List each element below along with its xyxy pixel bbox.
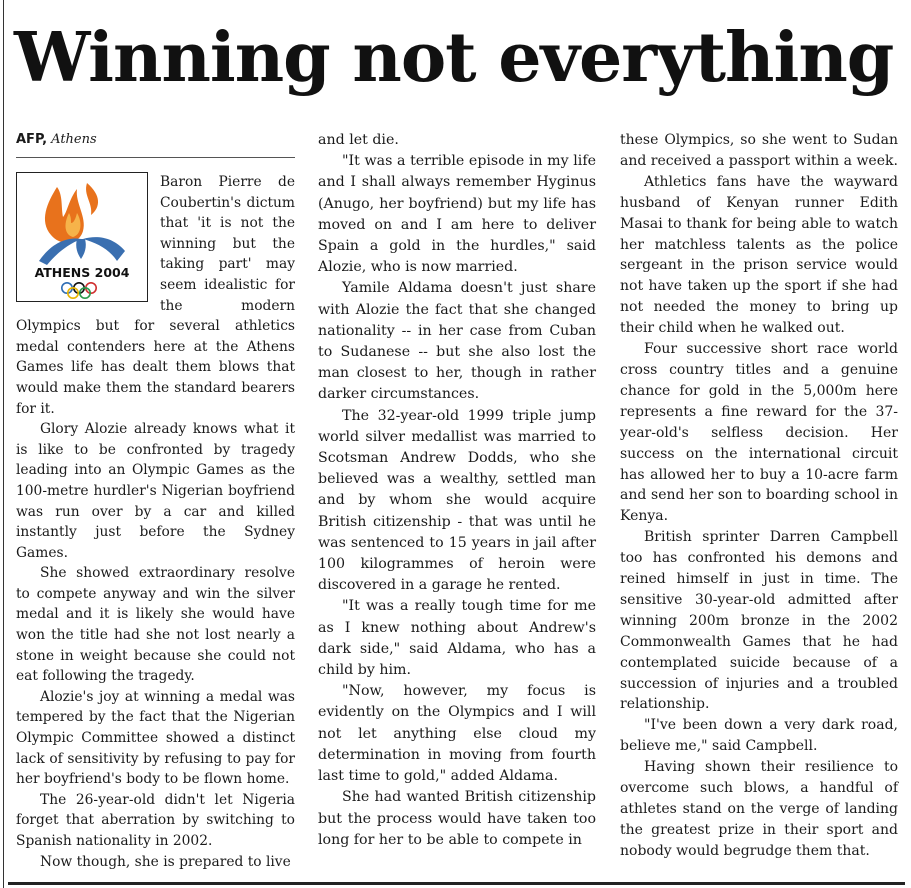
article-column-1 xyxy=(16,130,295,872)
athens-2004-emblem-icon xyxy=(17,173,147,301)
paragraph: Four successive short race world cross country titles and a genuine chance for gold in the 5,000m here represents a fine reward for the 37-year-old's selfless decision. Her success on the international circuit has allowed her to buy a 10-acre farm and send her son to boarding school in Kenya. xyxy=(620,341,898,525)
byline-source: AFP, xyxy=(16,132,48,147)
paragraph: Baron Pierre de Coubertin's dictum that 'it is not the winning but the taking part' may seem idealistic for the modern Olympics but for several athletics medal contenders here at the Athens Games life has dealt them blows that would make them the standard bearers for it. xyxy=(16,174,295,417)
athens-2004-logo xyxy=(16,172,148,302)
flame-wisp-shape xyxy=(86,183,98,215)
article-column-3 xyxy=(620,130,898,862)
paragraph: Having shown their resilience to overcome such blows, a handful of athletes stand on the verge of landing the greatest prize in their sport and nobody would begrudge them that. xyxy=(620,759,898,859)
paragraph: Alozie's joy at winning a medal was tempered by the fact that the Nigerian Olympic Committee showed a distinct lack of sensitivity by refusing to pay for her boyfriend's body to be flown home. xyxy=(16,688,295,788)
paragraph: and let die. xyxy=(318,132,399,148)
paragraph: these Olympics, so she went to Sudan and received a passport within a week. xyxy=(620,132,898,169)
byline xyxy=(16,130,295,158)
page-edge-rule xyxy=(3,0,4,888)
paragraph: "I've been down a very dark road, believe me," said Campbell. xyxy=(620,717,898,755)
article-column-2 xyxy=(318,130,596,851)
headline: Winning not everything xyxy=(14,18,894,98)
figure-stroke-center xyxy=(76,239,86,259)
paragraph: Now though, she is prepared to live xyxy=(40,853,291,870)
paragraph: Glory Alozie already knows what it is like to be confronted by tragedy leading into an Olympic Games as the 100-metre hurdler's Nigerian boyfriend was run over by a car and killed instantly just before the Sydney Games. xyxy=(16,421,295,561)
paragraph: Yamile Aldama doesn't just share with Alozie the fact that she changed nationality -- in her case from Cuban to Sudanese -- but she also lost the man closest to her, though in rather darker circumstances. xyxy=(318,280,596,403)
figure-stroke-left xyxy=(39,239,81,265)
paragraph: Athletics fans have the wayward husband of Kenyan runner Edith Masai to thank for being able to watch her matchless talents as the police sergeant in the prison service would not have taken up the sport if she had not needed the money to bring up their child when he walked out. xyxy=(620,173,898,337)
paragraph: "It was a really tough time for me as I knew nothing about Andrew's dark side," said Aldama, who has a child by him. xyxy=(318,598,596,679)
athens-2004-label: ATHENS 2004 xyxy=(34,265,130,280)
paragraph: "Now, however, my focus is evidently on the Olympics and I will not let anything else cloud my determination in moving from fourth last time to gold," added Aldama. xyxy=(318,683,596,785)
paragraph: British sprinter Darren Campbell too has confronted his demons and reined himself in just in time. The sensitive 30-year-old admitted after winning 200m bronze in the 2002 Commonwealth Games that he had contemplated suicide because of a succession of injuries and a troubled relationship. xyxy=(620,529,898,713)
paragraph: "It was a terrible episode in my life and I shall always remember Hyginus (Anugo, her boyfriend) but my life has moved on and I am here to deliver Spain a gold in the hurdles," said Alozie, who is now married. xyxy=(318,153,596,276)
paragraph: She had wanted British citizenship but the process would have taken too long for her to be able to compete in xyxy=(318,789,596,848)
paragraph: The 32-year-old 1999 triple jump world silver medallist was married to Scotsman Andrew Dodds, who she believed was a wealthy, settled man and by whom she would acquire British citizenship - that was until he was sentenced to 15 years in jail after 100 kilogrammes of heroin were discovered in a garage he rented. xyxy=(318,407,596,594)
olympic-rings-icon xyxy=(62,283,96,298)
byline-location: Athens xyxy=(51,132,97,147)
bottom-rule xyxy=(8,882,905,885)
paragraph: The 26-year-old didn't let Nigeria forget that aberration by switching to Spanish nationality in 2002. xyxy=(16,791,295,849)
paragraph: She showed extraordinary resolve to compete anyway and win the silver medal and it is likely she would have won the title had she not lost nearly a stone in weight because she could not eat following the tragedy. xyxy=(16,565,295,685)
figure-stroke-right xyxy=(83,237,125,261)
